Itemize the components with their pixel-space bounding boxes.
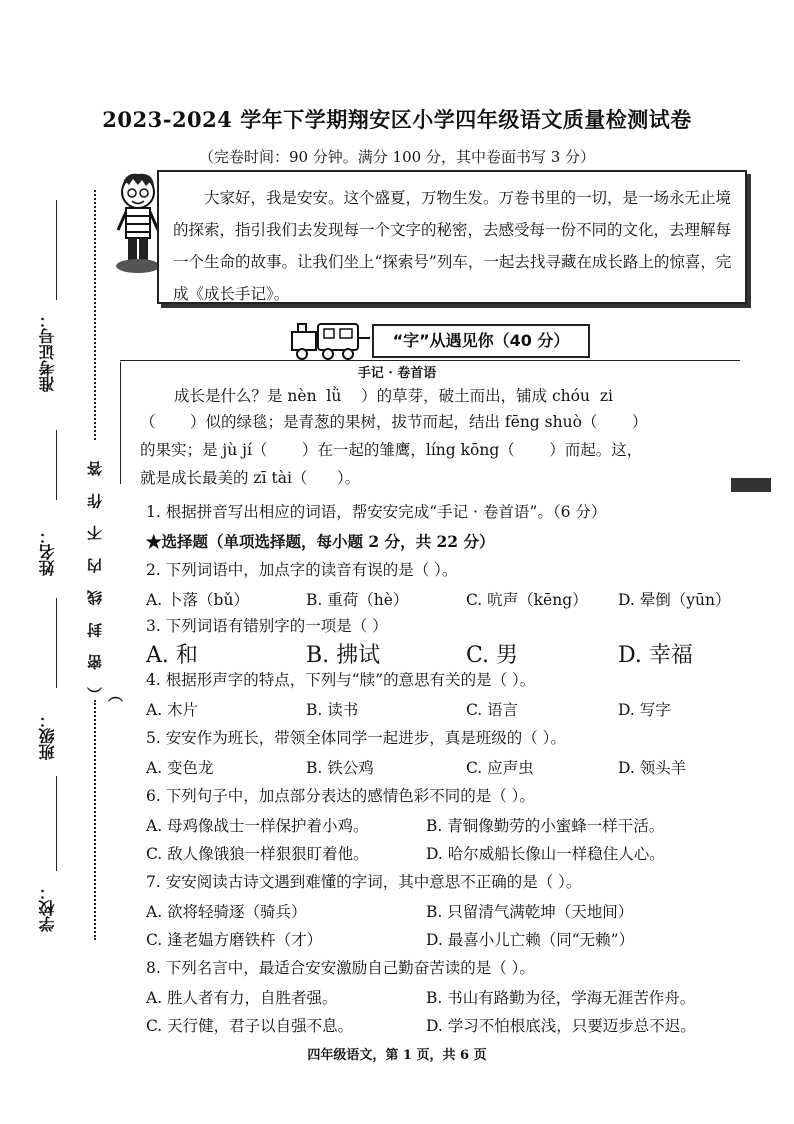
passage-line-3: 的果实；是 jù jí（ ）在一起的雏鹰，líng kōng（ ）而起。这， [140, 441, 643, 459]
q4-option-c[interactable]: C. 语言 [466, 701, 519, 719]
q5-option-a[interactable]: A. 变色龙 [146, 759, 214, 777]
q7-option-b[interactable]: B. 只留清气满乾坤（天地间） [426, 903, 634, 921]
name-line [56, 598, 57, 688]
q8-option-d[interactable]: D. 学习不怕根底浅，只要迈步总不迟。 [426, 1017, 696, 1035]
name-line-top [56, 430, 57, 500]
passage-line-1: 成长是什么？是 nèn lǜ ）的草芽，破土而出，铺成 chóu zi [174, 387, 613, 405]
q3-option-a[interactable]: A. 和 [146, 643, 198, 668]
q2-option-d[interactable]: D. 晕倒（yūn） [618, 591, 731, 609]
exam-subtitle: （完卷时间：90 分钟。满分 100 分，其中卷面书写 3 分） [198, 148, 596, 166]
exam-id-label: 准考证号： [38, 312, 57, 392]
section-rule [120, 360, 740, 361]
train-icon [290, 318, 372, 360]
question-3: 3. 下列词语有错别字的一项是（ ） [146, 617, 388, 635]
question-2: 2. 下列词语中，加点字的读音有误的是（ ）。 [146, 561, 458, 579]
q8-option-b[interactable]: B. 书山有路勤为径，学海无涯苦作舟。 [426, 989, 696, 1007]
exam-id-line [56, 200, 57, 300]
passage-line-2: （ ）似的绿毯；是青葱的果树，拔节而起，结出 fēng shuò（ ） [140, 413, 648, 431]
question-7: 7. 安安阅读古诗文遇到难懂的字词，其中意思不正确的是（ ）。 [146, 873, 582, 891]
q5-option-d[interactable]: D. 领头羊 [618, 759, 687, 777]
q5-option-b[interactable]: B. 铁公鸡 [306, 759, 374, 777]
q5-option-c[interactable]: C. 应声虫 [466, 759, 534, 777]
q3-option-d[interactable]: D. 幸福 [618, 643, 693, 668]
q7-option-d[interactable]: D. 最喜小儿亡赖（同“无赖”） [426, 931, 635, 949]
seal-dotted-line-top [94, 190, 96, 440]
section-choice-heading: ★选择题（单项选择题，每小题 2 分，共 22 分） [146, 532, 495, 551]
page-tab-mark [731, 478, 771, 492]
intro-box [157, 170, 747, 304]
q4-option-d[interactable]: D. 写字 [618, 701, 671, 719]
section-title: “字”从遇见你（40 分） [372, 324, 590, 358]
name-label: 姓名： [38, 528, 57, 576]
q4-option-b[interactable]: B. 读书 [306, 701, 359, 719]
q7-option-c[interactable]: C. 逢老媪方磨铁杵（才） [146, 931, 323, 949]
q2-option-a[interactable]: A. 卜落（bǔ） [146, 591, 249, 609]
q2-option-b[interactable]: B. 重荷（hè） [306, 591, 409, 609]
q7-option-a[interactable]: A. 欲将轻骑逐（骑兵） [146, 903, 307, 921]
question-5: 5. 安安作为班长，带领全体同学一起进步，真是班级的（ ）。 [146, 729, 566, 747]
q6-option-c[interactable]: C. 敌人像饿狼一样狠狠盯着他。 [146, 845, 369, 863]
q6-option-b[interactable]: B. 青铜像勤劳的小蜜蜂一样干活。 [426, 817, 665, 835]
q2-option-c[interactable]: C. 吭声（kēng） [466, 591, 588, 609]
question-8: 8. 下列名言中，最适合安安激励自己勤奋苦读的是（ ）。 [146, 959, 535, 977]
q6-option-a[interactable]: A. 母鸡像战士一样保护着小鸡。 [146, 817, 369, 835]
school-label: 学校： [38, 884, 57, 932]
question-6: 6. 下列句子中，加点部分表达的感情色彩不同的是（ ）。 [146, 787, 535, 805]
class-label: 班级： [38, 712, 57, 760]
q4-option-a[interactable]: A. 木片 [146, 701, 199, 719]
question-4: 4. 根据形声字的特点，下列与“牍”的意思有关的是（ ）。 [146, 671, 536, 689]
q8-option-c[interactable]: C. 天行健，君子以自强不息。 [146, 1017, 354, 1035]
question-1: 1. 根据拼音写出相应的词语，帮安安完成“手记 · 卷首语”。（6 分） [146, 503, 607, 521]
q6-option-d[interactable]: D. 哈尔威船长像山一样稳住人心。 [426, 845, 665, 863]
page-footer: 四年级语文，第 1 页，共 6 页 [307, 1048, 487, 1063]
passage-line-4: 就是成长最美的 zī tài（ ）。 [140, 469, 361, 487]
q3-option-b[interactable]: B. 拂试 [306, 643, 381, 668]
exam-title: 2023-2024 学年下学期翔安区小学四年级语文质量检测试卷 [102, 107, 692, 132]
q8-option-a[interactable]: A. 胜人者有力，自胜者强。 [146, 989, 338, 1007]
seal-dotted-line-bottom [94, 700, 96, 940]
note-title: 手记 · 卷首语 [357, 366, 437, 381]
q3-option-c[interactable]: C. 男 [466, 643, 519, 668]
intro-text: 大家好，我是安安。这个盛夏，万物生发。万卷书里的一切，是一场永无止境的探索，指引我们去发现每一个文字的秘密，去感受每一份不同的文化，去理解每一个生命的故事。让我们坐上“探索号”列车，一起去找寻藏在成长路上的惊喜，完成《成长手记》。 [173, 189, 732, 303]
seal-text: （ 密 封 线 内 不 作 答 ） [86, 455, 125, 702]
class-line [56, 776, 57, 871]
